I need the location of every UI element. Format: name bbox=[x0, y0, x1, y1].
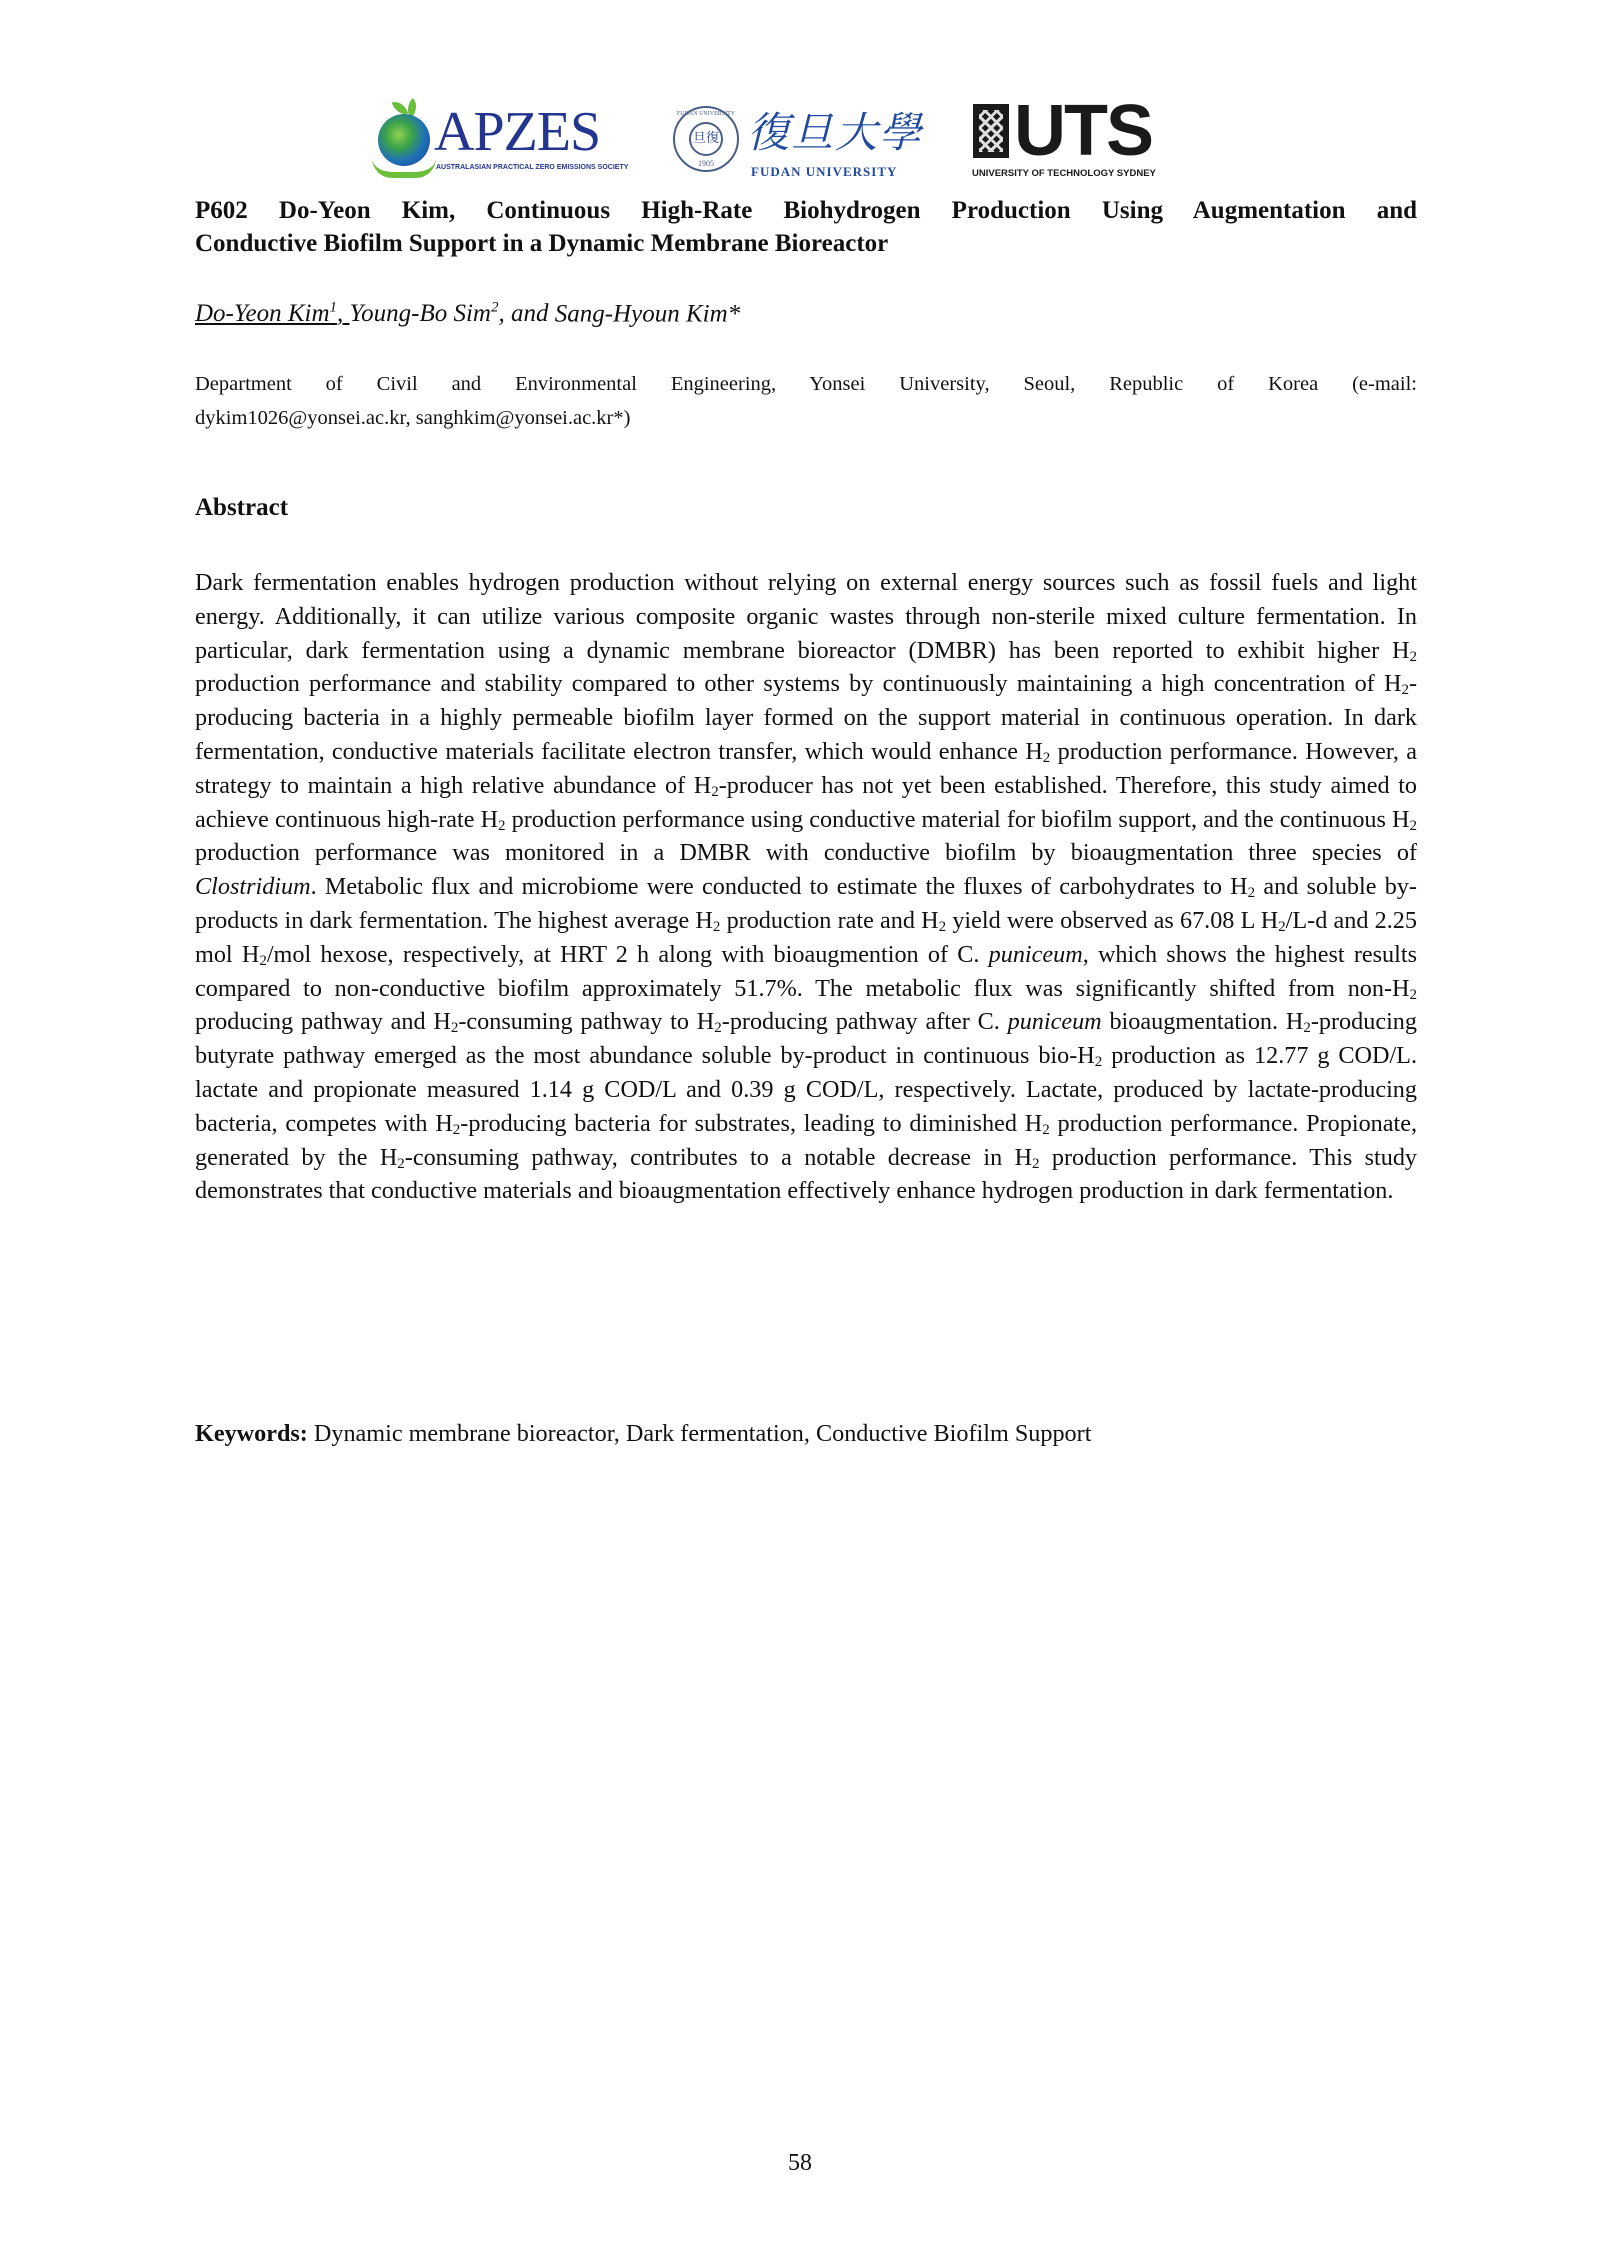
species-name: puniceum bbox=[1007, 1008, 1102, 1036]
keywords bbox=[195, 1420, 1417, 1448]
keywords-label: Keywords: bbox=[195, 1420, 308, 1447]
species-name: puniceum bbox=[988, 940, 1083, 968]
uts-subtitle: UNIVERSITY OF TECHNOLOGY SYDNEY bbox=[972, 168, 1156, 179]
seal-arc-text: FUDAN UNIVERSITY bbox=[676, 111, 736, 117]
species-name: Clostridium bbox=[195, 873, 311, 901]
abstract-heading: Abstract bbox=[195, 494, 289, 521]
title-line-2: Conductive Biofilm Support in a Dynamic Membrane Bioreactor bbox=[195, 230, 889, 257]
affiliation-line-2: dykim1026@yonsei.ac.kr, sanghkim@yonsei.ac.kr*) bbox=[195, 407, 631, 429]
seal-center: 旦復 bbox=[689, 122, 723, 156]
hands-icon bbox=[372, 158, 436, 178]
seal-year: 1905 bbox=[698, 159, 714, 168]
fudan-chinese-wordmark: 復旦大學 bbox=[747, 108, 924, 157]
affiliation-line-1: Department of Civil and Environmental Engineering, Yonsei University, Seoul, Republic of Korea (e-mail: bbox=[195, 373, 1417, 395]
author-1: Do-Yeon Kim$^1$, bbox=[195, 300, 350, 328]
apzes-wordmark: APZES bbox=[434, 101, 601, 163]
author-list bbox=[195, 300, 1417, 328]
uts-emblem-icon bbox=[973, 104, 1009, 158]
title-line-1: P602 Do-Yeon Kim, Continuous High-Rate Biohydrogen Production Using Augmentation and bbox=[195, 197, 1417, 224]
apzes-logo bbox=[370, 96, 629, 186]
uts-wordmark: UTS bbox=[1014, 91, 1152, 171]
page-number: 58 bbox=[788, 2150, 812, 2176]
author-3: Sang-Hyoun Kim* bbox=[554, 300, 741, 328]
apzes-subtitle: AUSTRALASIAN PRACTICAL ZERO EMISSIONS SOCIETY bbox=[436, 164, 629, 171]
affiliation bbox=[195, 367, 1417, 435]
fudan-seal-icon bbox=[673, 106, 739, 172]
fudan-logo bbox=[665, 96, 924, 186]
header-logos bbox=[370, 91, 1170, 186]
abstract-body: Dark fermentation enables hydrogen production without relying on external energy sources such as fossil fuels and light energy. Additionally, it can utilize various composite organic wastes through non-sterile mixed culture fermentation. In particular, dark fermentation using a dynamic membrane bioreactor (DMBR) has been reported to exhibit higher $H_2$ production performance and stability compared to other systems by continuously maintaining a high concentration of $H_2$-producing bacteria in a highly permeable biofilm layer formed on the support material in continuous operation. In dark fermentation, conductive materials facilitate electron transfer, which would enhance $H_2$ production performance. However, a strategy to maintain a high relative abundance of $H_2$-producer has not yet been established. Therefore, this study aimed to achieve continuous high-rate $H_2$ production performance using conductive material for biofilm support, and the continuous $H_2$ production performance was monitored in a DMBR with conductive biofilm by bioaugmentation three species of Clostridium. Metabolic flux and microbiome were conducted to estimate the fluxes of carbohydrates to $H_2$ and soluble by-products in dark fermentation. The highest average $H_2$ production rate and $H_2$ yield were observed as 67.08 L $H_2/L-d$ and 2.25 mol $H_2$/mol hexose, respectively, at HRT 2 h along with bioaugmention of C. puniceum, which shows the highest results compared to non-conductive biofilm approximately 51.7%. The metabolic flux was significantly shifted from non-$H_2$ producing pathway and $H_2$-consuming pathway to $H_2$-producing pathway after C. puniceum bioaugmentation. $H_2$-producing butyrate pathway emerged as the most abundance soluble by-product in continuous bio-$H_2$ production as 12.77 g COD/L. lactate and propionate measured 1.14 g COD/L and 0.39 g COD/L, respectively. Lactate, produced by lactate-producing bacteria, competes with $H_2$-producing bacteria for substrates, leading to diminished $H_2$ production performance. Propionate, generated by the $H_2$-consuming pathway, contributes to a notable decrease in $H_2$ production performance. This study demonstrates that conductive materials and bioaugmentation effectively enhance hydrogen production in dark fermentation. bbox=[195, 569, 1418, 1205]
keywords-list: Dynamic membrane bioreactor, Dark fermentation, Conductive Biofilm Support bbox=[307, 1420, 1092, 1447]
paper-title bbox=[195, 194, 1417, 260]
fudan-subtitle: FUDAN UNIVERSITY bbox=[751, 164, 898, 179]
author-2: Young-Bo Sim$^2$, and bbox=[349, 300, 555, 328]
uts-logo bbox=[970, 91, 1170, 186]
